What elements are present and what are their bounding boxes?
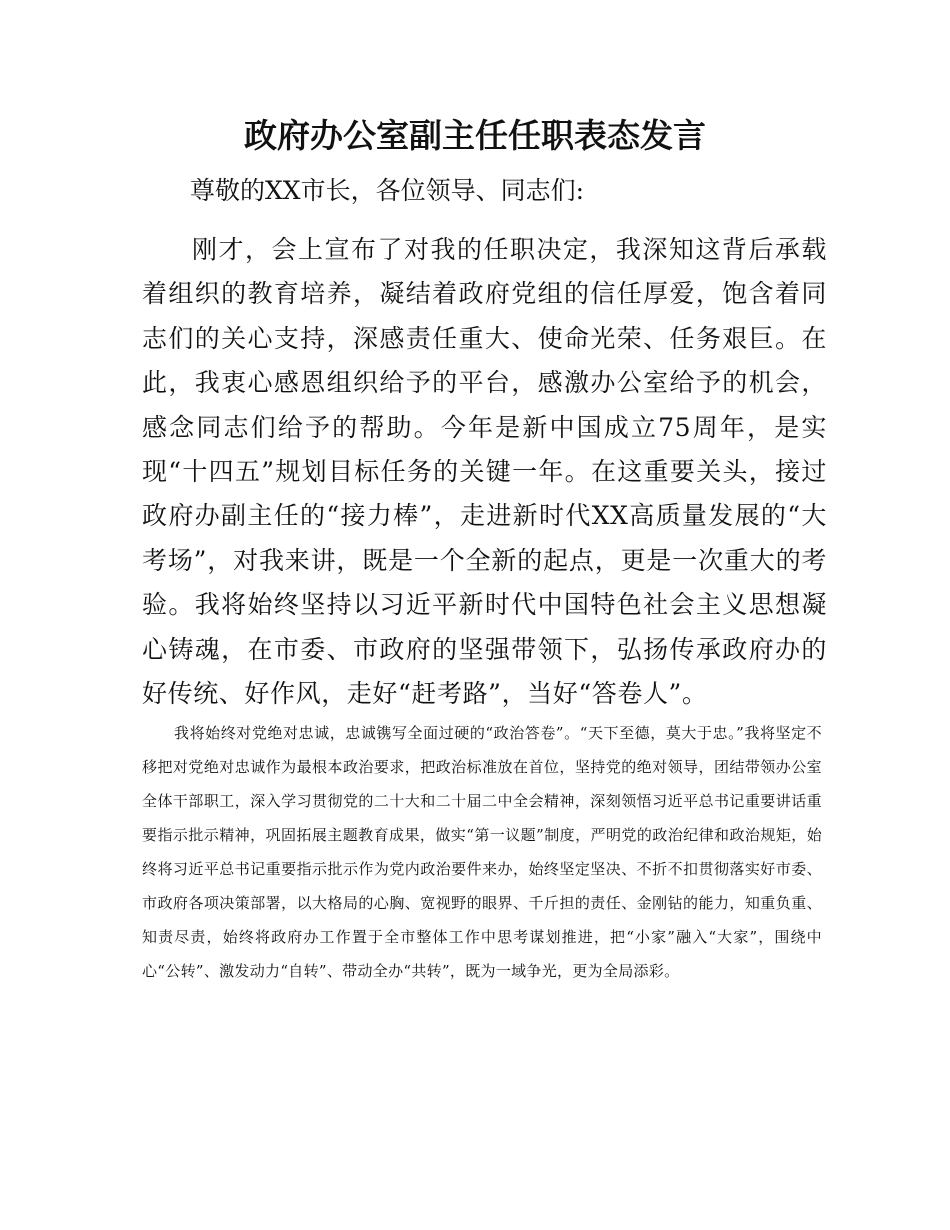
document-title: 政府办公室副主任任职表态发言 [244, 116, 706, 155]
salutation: 尊敬的XX市长，各位领导、同志们: [190, 176, 585, 205]
loyalty-paragraph: 我将始终对党绝对忠诚，忠诚镌写全面过硬的“政治答卷”。“天下至德，莫大于忠。”我将坚定不移把对党绝对忠诚作为最根本政治要求，把政治标准放在首位，坚持党的绝对领导，团结带领办公室全体干部职工，深入学习贯彻党的二十大和二十届二中全会精神，深刻领悟习近平总书记重要讲话重要指示批示精神，巩固拓展主题教育成果，做实“第一议题”制度，严明党的政治纪律和政治规矩，始终将习近平总书记重要指示批示作为党内政治要件来办，始终坚定坚决、不折不扣贯彻落实好市委、市政府各项决策部署，以大格局的心胸、宽视野的眼界、千斤担的责任、金刚钻的能力，知重负重、知责尽责，始终将政府办工作置于全市整体工作中思考谋划推进，把“小家”融入“大家”，围绕中心“公转”、激发动力“自转”、带动全办“共转”，既为一域争光，更为全局添彩。 [142, 724, 822, 980]
opening-paragraph: 刚才，会上宣布了对我的任职决定，我深知这背后承载着组织的教育培养，凝结着政府党组的信任厚爱，饱含着同志们的关心支持，深感责任重大、使命光荣、任务艰巨。在此，我衷心感恩组织给予的平台，感激办公室给予的机会，感念同志们给予的帮助。今年是新中国成立75周年，是实现“十四五”规划目标任务的关键一年。在这重要关头，接过政府办副主任的“接力棒”，走进新时代XX高质量发展的“大考场”，对我来讲，既是一个全新的起点，更是一次重大的考验。我将始终坚持以习近平新时代中国特色社会主义思想凝心铸魂，在市委、市政府的坚强带领下，弘扬传承政府办的好传统、好作风，走好“赶考路”，当好“答卷人”。 [142, 235, 827, 709]
